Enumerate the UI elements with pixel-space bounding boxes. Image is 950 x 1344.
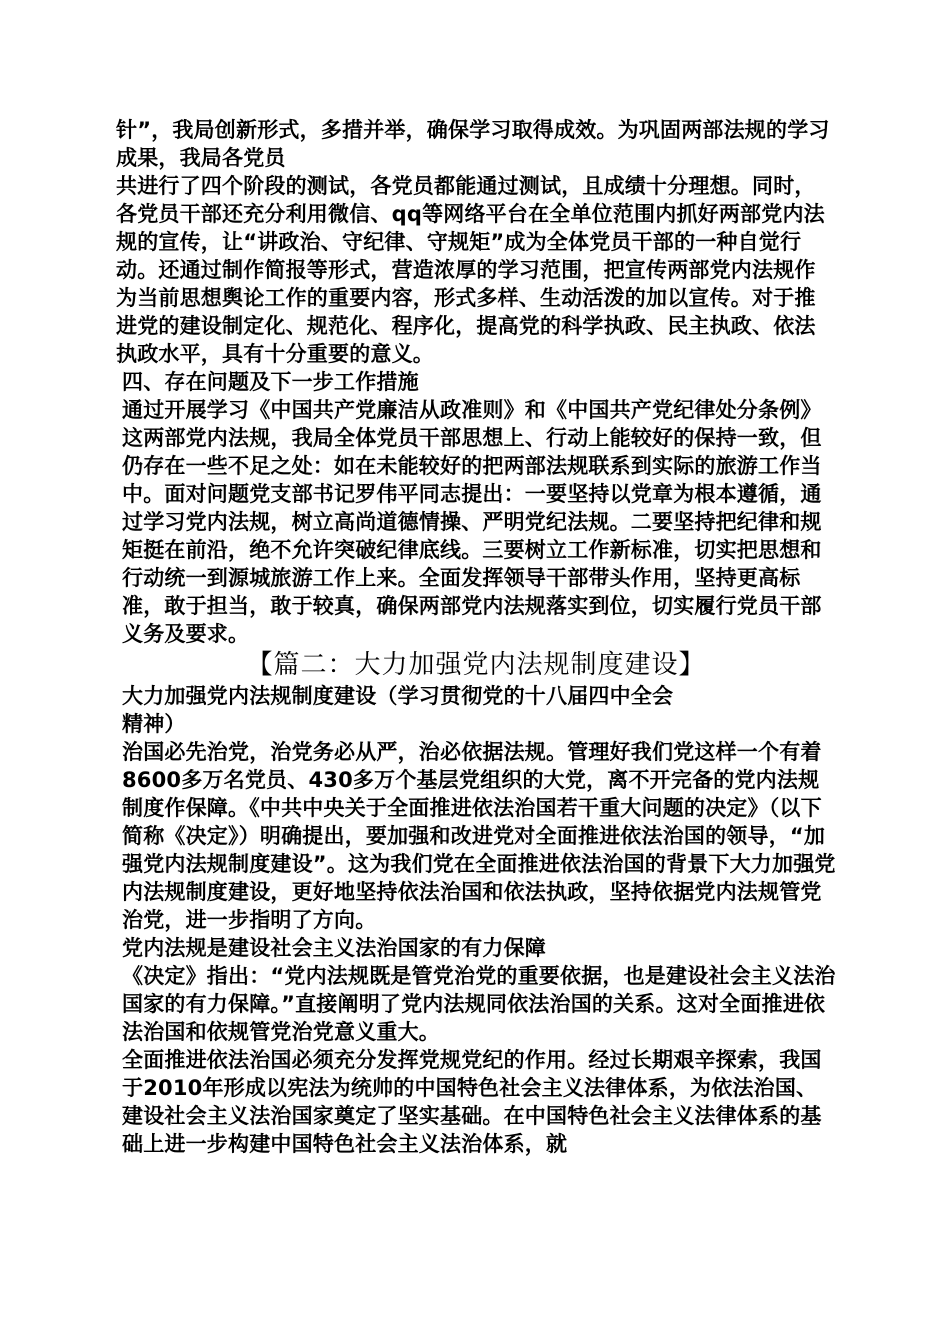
document-page	[116, 116, 836, 1158]
paragraph-measures: 通过开展学习《中国共产党廉洁从政准则》和《中国共产党纪律处分条例》这两部党内法规，我局全体党员干部思想上、行动上能较好的保持一致，但仍存在一些不足之处：如在未能较好的把两部法规联系到实际的旅游工作当中。面对问题党支部书记罗伟平同志提出：一要坚持以党章为根本遵循，通过学习党内法规，树立高尚道德情操、严明党纪法规。二要坚持把纪律和规矩挺在前沿，绝不允许突破纪律底线。三要树立工作新标准，切实把思想和行动统一到源城旅游工作上来。全面发挥领导干部带头作用，坚持更高标准，敢于担当，敢于较真，确保两部党内法规落实到位，切实履行党员干部义务及要求。	[122, 398, 822, 646]
paragraph-continuation: 针”，我局创新形式，多措并举，确保学习取得成效。为巩固两部法规的学习成果，我局各党员	[116, 118, 830, 170]
chapter-title: 【篇二：大力加强党内法规制度建设】	[246, 650, 706, 680]
paragraph-intro: 治国必先治党，治党务必从严，治必依据法规。管理好我们党这样一个有着8600多万名党员、430多万个基层党组织的大党，离不开完备的党内法规制度作保障。《中共中央关于全面推进依法治国若干重大问题的决定》（以下简称《决定》）明确提出，要加强和改进党对全面推进依法治国的领导，“加强党内法规制度建设”。这为我们党在全面推进依法治国的背景下大力加强党内法规制度建设，更好地坚持依法治国和依法执政，坚持依据党内法规管党治党，进一步指明了方向。	[122, 740, 836, 932]
paragraph-testing: 共进行了四个阶段的测试，各党员都能通过测试，且成绩十分理想。同时，各党员干部还充分利用微信、qq等网络平台在全单位范围内抓好两部党内法规的宣传，让“讲政治、守纪律、守规矩”成为全体党员干部的一种自觉行动。还通过制作简报等形式，营造浓厚的学习范围，把宣传两部党内法规作为当前思想舆论工作的重要内容，形式多样、生动活泼的加以宣传。对于推进党的建设制定化、规范化、程序化，提高党的科学执政、民主执政、依法执政水平，具有十分重要的意义。	[116, 174, 825, 366]
article-title: 大力加强党内法规制度建设（学习贯彻党的十八届四中全会精神）	[122, 684, 674, 736]
section-heading-problems: 四、存在问题及下一步工作措施	[122, 370, 419, 394]
paragraph-legal-system: 全面推进依法治国必须充分发挥党规党纪的作用。经过长期艰辛探索，我国于2010年形成以宪法为统帅的中国特色社会主义法律体系，为依法治国、建设社会主义法治国家奠定了坚实基础。在中国特色社会主义法律体系的基础上进一步构建中国特色社会主义法治体系，就	[122, 1048, 822, 1156]
section-heading-guarantee: 党内法规是建设社会主义法治国家的有力保障	[122, 936, 546, 960]
paragraph-decision: 《决定》指出：“党内法规既是管党治党的重要依据，也是建设社会主义法治国家的有力保障。”直接阐明了党内法规同依法治国的关系。这对全面推进依法治国和依规管党治党意义重大。	[122, 964, 836, 1044]
